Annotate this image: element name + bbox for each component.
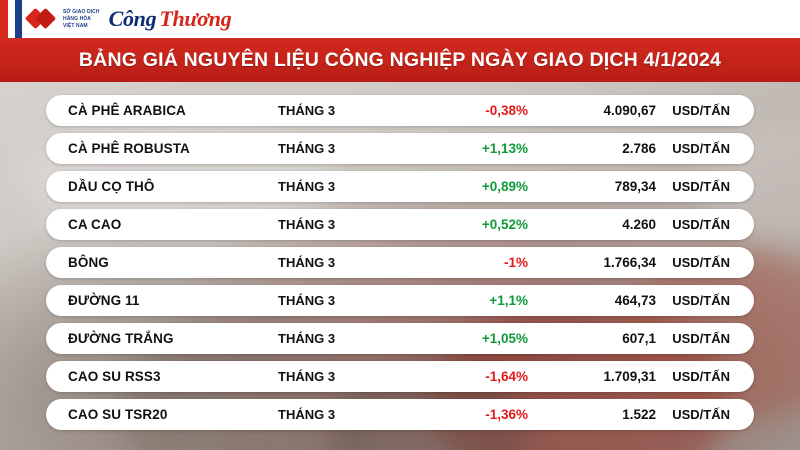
price-unit: USD/TẤN — [672, 217, 730, 232]
price-value: 607,1 — [622, 331, 656, 346]
table-row — [46, 171, 754, 202]
commodity-name: CAO SU TSR20 — [68, 407, 168, 422]
commodity-name: CÀ PHÊ ARABICA — [68, 103, 186, 118]
price-change: -0,38% — [485, 103, 528, 118]
brand-logo[interactable] — [109, 6, 232, 32]
commodity-name: BÔNG — [68, 255, 109, 270]
price-change: -1,64% — [485, 369, 528, 384]
site-header — [0, 0, 800, 38]
price-unit: USD/TẤN — [672, 369, 730, 384]
price-change: +1,1% — [489, 293, 528, 308]
table-row — [46, 399, 754, 430]
price-value: 4.260 — [622, 217, 656, 232]
price-change: +0,89% — [481, 179, 528, 194]
commodity-name: ĐƯỜNG TRẮNG — [68, 331, 174, 346]
table-row — [46, 323, 754, 354]
table-row — [46, 95, 754, 126]
price-unit: USD/TẤN — [672, 255, 730, 270]
commodity-name: CA CAO — [68, 217, 122, 232]
price-change: +0,52% — [481, 217, 528, 232]
price-change: +1,05% — [481, 331, 528, 346]
contract-month: THÁNG 3 — [278, 141, 336, 156]
commodity-name: ĐƯỜNG 11 — [68, 293, 140, 308]
page-title: BẢNG GIÁ NGUYÊN LIỆU CÔNG NGHIỆP NGÀY GIAO DỊCH 4/1/2024 — [78, 48, 722, 71]
commodity-name: DẦU CỌ THÔ — [68, 179, 155, 194]
brand-word-thuong: Thương — [159, 6, 232, 31]
commodity-price-table — [46, 95, 754, 437]
commodity-name: CÀ PHÊ ROBUSTA — [68, 141, 190, 156]
mxv-logo-caption-line1: SỞ GIAO DỊCH — [63, 8, 100, 15]
contract-month: THÁNG 3 — [278, 103, 336, 118]
mxv-logo-caption — [63, 9, 100, 30]
table-row — [46, 361, 754, 392]
contract-month: THÁNG 3 — [278, 179, 336, 194]
table-row — [46, 133, 754, 164]
price-change: +1,13% — [481, 141, 528, 156]
commodity-name: CAO SU RSS3 — [68, 369, 161, 384]
price-value: 4.090,67 — [603, 103, 656, 118]
contract-month: THÁNG 3 — [278, 331, 336, 346]
price-change: -1% — [503, 255, 528, 270]
price-value: 1.522 — [622, 407, 656, 422]
contract-month: THÁNG 3 — [278, 255, 336, 270]
brand-word-cong: Công — [108, 6, 157, 31]
price-unit: USD/TẤN — [672, 331, 730, 346]
price-value: 1.709,31 — [603, 369, 656, 384]
price-value: 464,73 — [614, 293, 656, 308]
mxv-logo-caption-line3: VIỆT NAM — [63, 22, 88, 29]
price-unit: USD/TẤN — [672, 407, 730, 422]
price-value: 1.766,34 — [603, 255, 656, 270]
contract-month: THÁNG 3 — [278, 369, 336, 384]
table-row — [46, 247, 754, 278]
mxv-logo-icon — [26, 6, 60, 32]
price-unit: USD/TẤN — [672, 293, 730, 308]
table-row — [46, 209, 754, 240]
table-row — [46, 285, 754, 316]
price-unit: USD/TẤN — [672, 103, 730, 118]
flag-stripes — [0, 0, 22, 38]
contract-month: THÁNG 3 — [278, 407, 336, 422]
contract-month: THÁNG 3 — [278, 293, 336, 308]
price-change: -1,36% — [485, 407, 528, 422]
price-value: 789,34 — [614, 179, 656, 194]
price-unit: USD/TẤN — [672, 179, 730, 194]
title-banner — [0, 38, 800, 82]
price-unit: USD/TẤN — [672, 141, 730, 156]
contract-month: THÁNG 3 — [278, 217, 336, 232]
mxv-logo-caption-line2: HÀNG HÓA — [63, 15, 92, 22]
price-value: 2.786 — [622, 141, 656, 156]
